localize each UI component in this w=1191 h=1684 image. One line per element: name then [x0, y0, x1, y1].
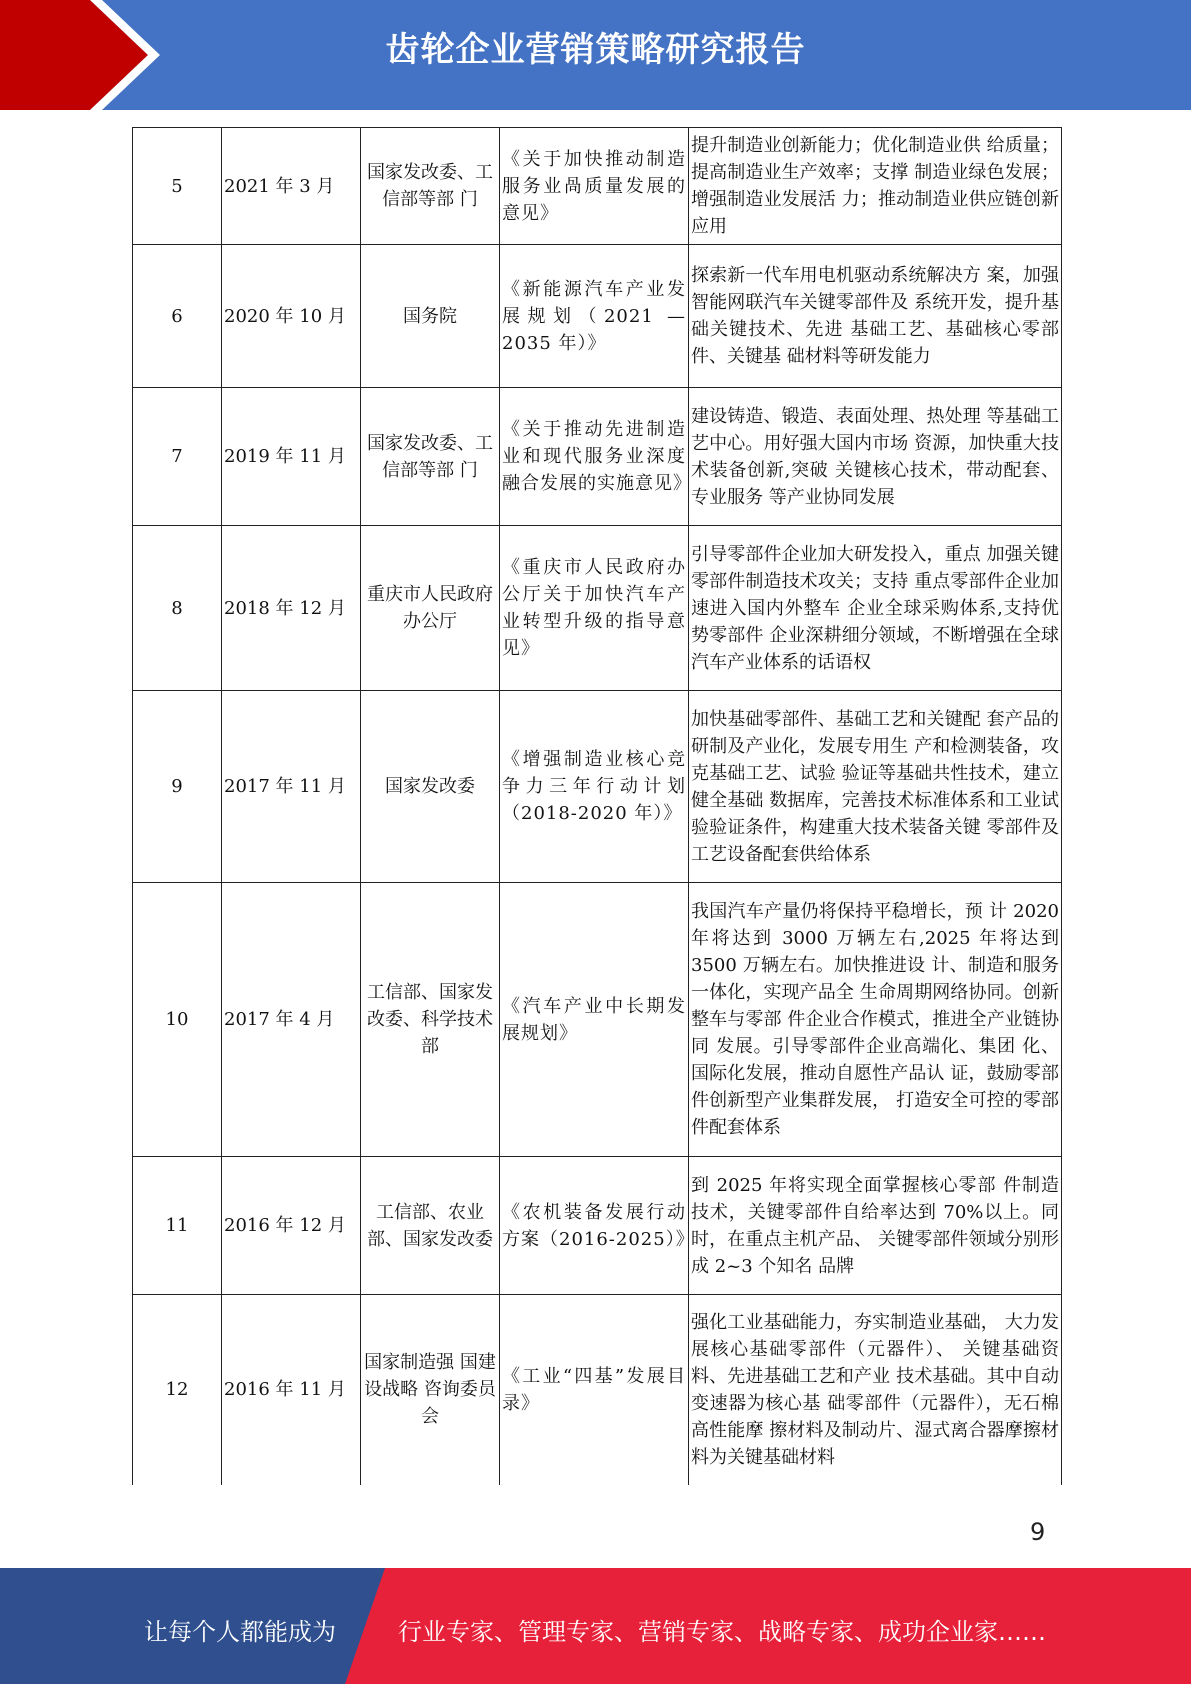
policy-content: 探索新一代车用电机驱动系统解决方 案，加强智能网联汽车关键零部件及 系统开发，提升基础关键技术、先进 基础工艺、基础核心零部件、关键基 础材料等研发能力: [689, 245, 1062, 388]
policy-document: 《汽车产业中长期发展规划》: [500, 883, 689, 1157]
issuing-department: 国家发改委: [361, 691, 500, 883]
row-number: 12: [133, 1295, 222, 1485]
row-number: 7: [133, 388, 222, 526]
policy-content: 我国汽车产量仍将保持平稳增长，预 计 2020 年将达到 3000 万辆左右,2025 年将达到 3500 万辆左右。加快推进设 计、制造和服务一体化，实现产品全 生命周期网络协同。创新整车与零部 件企业合作模式，推进全产业链协同 发展。引导零部件企业高端化、集团 化、国际化发展，推动自愿性产品认 证，鼓励零部件创新型产业集群发展， 打造安全可控的零部件配套体系: [689, 883, 1062, 1157]
issue-date: 2020 年 10 月: [222, 245, 361, 388]
issue-date: 2017 年 4 月: [222, 883, 361, 1157]
policy-content: 强化工业基础能力，夯实制造业基础， 大力发展核心基础零部件（元器件）、 关键基础资料、先进基础工艺和产业 技术基础。其中自动变速器为核心基 础零部件（元器件），无石棉高性能摩 擦材料及制动片、湿式离合器摩擦材 料为关键基础材料: [689, 1295, 1062, 1485]
table-row: [133, 388, 1062, 526]
policy-document: 《重庆市人民政府办公厅关于加快汽车产业转型升级的指导意见》: [500, 526, 689, 691]
page-header: [0, 0, 1191, 110]
issue-date: 2018 年 12 月: [222, 526, 361, 691]
row-number: 10: [133, 883, 222, 1157]
page-footer: [0, 1568, 1191, 1684]
policy-content: 提升制造业创新能力；优化制造业供 给质量；提高制造业生产效率；支撑 制造业绿色发展；增强制造业发展活 力；推动制造业供应链创新应用: [689, 128, 1062, 245]
policy-document: 《增强制造业核心竞争力三年行动计划（2018-2020 年）》: [500, 691, 689, 883]
policy-document: 《关于加快推动制造服务业咼质量发展的意见》: [500, 128, 689, 245]
issuing-department: 工信部、农业部、国家发改委: [361, 1157, 500, 1295]
footer-slogan-left: 让每个人都能成为: [144, 1618, 336, 1646]
table-row: [133, 1295, 1062, 1485]
issue-date: 2017 年 11 月: [222, 691, 361, 883]
policy-content: 到 2025 年将实现全面掌握核心零部 件制造技术，关键零部件自给率达到 70%以上。同时，在重点主机产品、 关键零部件领域分别形成 2~3 个知名 品牌: [689, 1157, 1062, 1295]
row-number: 8: [133, 526, 222, 691]
policy-content: 建设铸造、锻造、表面处理、热处理 等基础工艺中心。用好强大国内市场 资源，加快重大技术装备创新,突破 关键核心技术，带动配套、专业服务 等产业协同发展: [689, 388, 1062, 526]
issue-date: 2016 年 11 月: [222, 1295, 361, 1485]
issue-date: 2016 年 12 月: [222, 1157, 361, 1295]
table-row: [133, 691, 1062, 883]
table-row: [133, 883, 1062, 1157]
report-title: 齿轮企业营销策略研究报告: [385, 30, 806, 70]
policy-content: 引导零部件企业加大研发投入，重点 加强关键零部件制造技术攻关；支持 重点零部件企业加速进入国内外整车 企业全球采购体系,支持优势零部件 企业深耕细分领域，不断增强在全球 汽车产业体系的话语权: [689, 526, 1062, 691]
table-row: [133, 526, 1062, 691]
issue-date: 2019 年 11 月: [222, 388, 361, 526]
table-row: [133, 245, 1062, 388]
issuing-department: 国家制造强 国建设战略 咨询委员会: [361, 1295, 500, 1485]
row-number: 9: [133, 691, 222, 883]
issuing-department: 国务院: [361, 245, 500, 388]
policy-document: 《工业“四基”发展目录》: [500, 1295, 689, 1485]
page-number: 9: [1030, 1518, 1046, 1546]
issuing-department: 国家发改委、工信部等部 门: [361, 388, 500, 526]
row-number: 6: [133, 245, 222, 388]
issuing-department: 工信部、国家发改委、科学技术部: [361, 883, 500, 1157]
policy-document: 《新能源汽车产业发展规划（2021 —2035 年）》: [500, 245, 689, 388]
row-number: 11: [133, 1157, 222, 1295]
issuing-department: 国家发改委、工信部等部 门: [361, 128, 500, 245]
policy-table: [132, 127, 1062, 1485]
policy-document: 《农机装备发展行动方案（2016-2025）》: [500, 1157, 689, 1295]
row-number: 5: [133, 128, 222, 245]
policy-document: 《关于推动先进制造业和现代服务业深度融合发展的实施意见》: [500, 388, 689, 526]
issuing-department: 重庆市人民政府办公厅: [361, 526, 500, 691]
issue-date: 2021 年 3 月: [222, 128, 361, 245]
table-row: [133, 1157, 1062, 1295]
footer-slogan-right: 行业专家、管理专家、营销专家、战略专家、成功企业家……: [398, 1618, 1046, 1646]
policy-content: 加快基础零部件、基础工艺和关键配 套产品的研制及产业化，发展专用生 产和检测装备，攻克基础工艺、试验 验证等基础共性技术，建立健全基础 数据库，完善技术标准体系和工业试 验验证条件，构建重大技术装备关键 零部件及工艺设备配套供给体系: [689, 691, 1062, 883]
table-row: [133, 128, 1062, 245]
